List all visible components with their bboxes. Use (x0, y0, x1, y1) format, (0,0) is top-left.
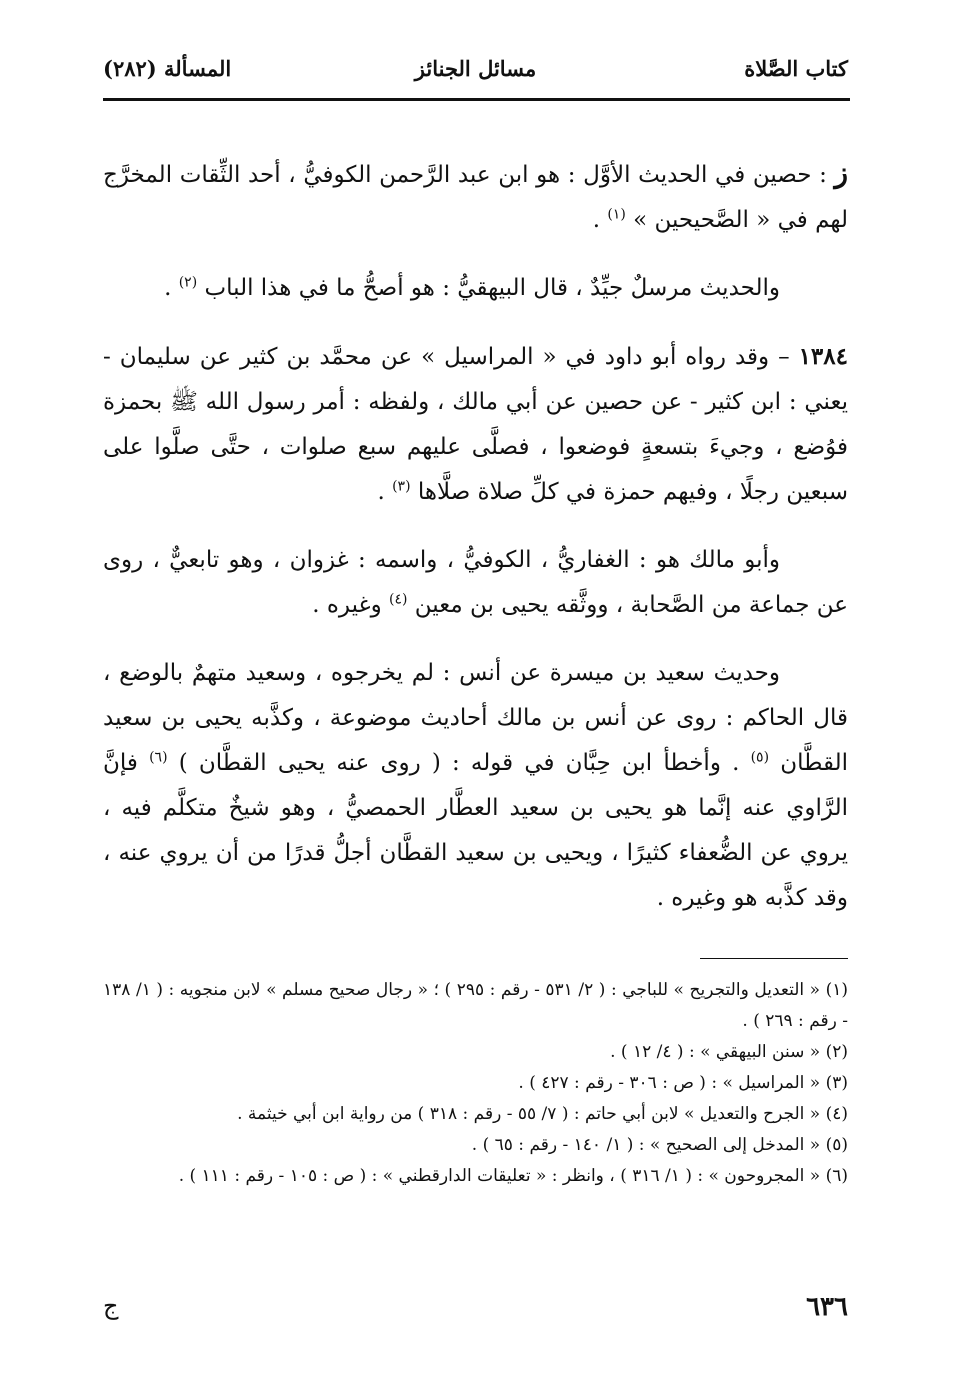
paragraph-ending: . (592, 207, 600, 233)
paragraph-saeed (103, 651, 848, 921)
paragraph-1384 (103, 334, 848, 515)
footnote-reference: (٦) (149, 749, 168, 766)
footnote-text: « التعديل والتجريح » للباجي : ( ٢/ ٥٣١ - رقم : ٢٩٥ ) ؛ « رجال صحيح مسلم » لابن منجويه : ( ١/ ١٣٨ - رقم : ٢٦٩ ) . (103, 980, 848, 1031)
paragraph-ending: وغيره . (312, 592, 382, 618)
footnote-item (103, 1130, 848, 1161)
paragraph-middle: . وأخطأ ابن حِبَّان في قوله : ( روى عنه يحيى القطَّان ) (178, 750, 740, 776)
footnote-marker: (٢) (825, 1042, 848, 1062)
paragraph-text: والحديث مرسلٌ جيِّدٌ ، قال البيهقيُّ : هو أصحُّ ما في هذا الباب (204, 275, 780, 301)
footnote-item (103, 975, 848, 1037)
footnote-reference: (١) (607, 206, 626, 223)
paragraph-text: وحديث سعيد بن ميسرة عن أنس : لم يخرجوه ، وسعيد متهمٌ بالوضع ، قال الحاكم : روى عن أنس بن مالك أحاديث موضوعة ، وكذَّبه يحيى بن سعيد القطَّان (103, 660, 849, 776)
paragraph-ending: . (377, 479, 385, 505)
footnote-text: « المراسيل » : ( ص : ٣٠٦ - رقم : ٤٢٧ ) . (518, 1073, 821, 1093)
footnote-item (103, 1037, 848, 1068)
paragraph-text: – وقد رواه أبو داود في « المراسيل » عن محمَّد بن كثير عن سليمان - يعني : ابن كثير - عن حصين عن أبي مالك ، ولفظه : أمر رسول الله ﷺ بحمزة فوُضع ، وجيءَ بتسعةٍ فوضعوا ، فصلَّى عليهم سبع صلوات ، حتَّى صلَّوا على سبعين رجلًا ، وفيهم حمزة في كلِّ صلاة صلَّاها (103, 344, 848, 505)
footnote-reference: (٥) (750, 749, 770, 766)
footnote-text: « المدخل إلى الصحيح » : ( ١/ ١٤٠ - رقم : ٦٥ ) . (471, 1135, 821, 1155)
paragraph-ending: فإنَّ الرَّاوي عنه إنَّما هو يحيى بن سعيد العطَّار الحمصيُّ ، وهو شيخٌ متكلَّم فيه ، يروي عن الضُّعفاء كثيرًا ، ويحيى بن سعيد القطَّان أجلُّ قدرًا من أن يروي عنه ، وقد كذَّبه هو وغيره . (103, 750, 848, 911)
footnote-reference: (٢) (178, 274, 198, 291)
footnote-marker: (٥) (825, 1135, 848, 1155)
footnote-separator (700, 958, 848, 959)
book-title: كتاب الصَّلاة (744, 56, 848, 81)
footnote-item (103, 1099, 848, 1130)
footnote-reference: (٣) (392, 478, 411, 495)
footnote-text: « سنن البيهقي » : ( ٤/ ١٢ ) . (610, 1042, 821, 1062)
hadith-number: ١٣٨٤ (798, 343, 848, 370)
paragraph-bayhaqi (103, 266, 848, 311)
page-footer (103, 1292, 848, 1336)
footnote-marker: (٤) (825, 1104, 848, 1124)
footnote-text: « المجروحون » : ( ١/ ٣١٦ ) ، وانظر : « تعليقات الدارقطني » : ( ص : ١٠٥ - رقم : ١١١ ) . (178, 1166, 821, 1186)
paragraph-hussein (103, 150, 848, 243)
paragraph-text: : حصين في الحديث الأوَّل : هو ابن عبد الرَّحمن الكوفيُّ ، أحد الثِّقات المخرَّج لهم في « الصَّحيحين » (103, 162, 848, 233)
footnote-text: « الجرح والتعديل » لابن أبي حاتم : ( ٧/ ٥٥ - رقم : ٣١٨ ) من رواية ابن أبي خيثمة . (237, 1104, 821, 1124)
footnotes (103, 975, 848, 1192)
main-text (103, 150, 848, 944)
footnote-item (103, 1068, 848, 1099)
chapter-title: مسائل الجنائز (414, 56, 537, 81)
paragraph-abu-malik (103, 538, 848, 628)
lead-letter: ز (834, 156, 848, 189)
header-rule (103, 98, 850, 101)
footnote-item (103, 1161, 848, 1192)
footnote-marker: (٦) (825, 1166, 848, 1186)
footnote-marker: (٣) (825, 1073, 848, 1093)
issue-label: المسألة (٢٨٢) (103, 56, 232, 81)
paragraph-ending: . (164, 275, 172, 301)
footnote-marker: (١) (825, 980, 849, 1000)
running-header (103, 48, 848, 92)
volume-mark: ج (103, 1292, 119, 1320)
page-number: ٦٣٦ (806, 1292, 848, 1322)
paragraph-text: وأبو مالك هو : الغفاريُّ ، الكوفيُّ ، واسمه : غزوان ، وهو تابعيٌّ ، روى عن جماعة من الصَّحابة ، ووثَّقه يحيى بن معين (103, 547, 848, 618)
footnote-reference: (٤) (389, 591, 408, 608)
